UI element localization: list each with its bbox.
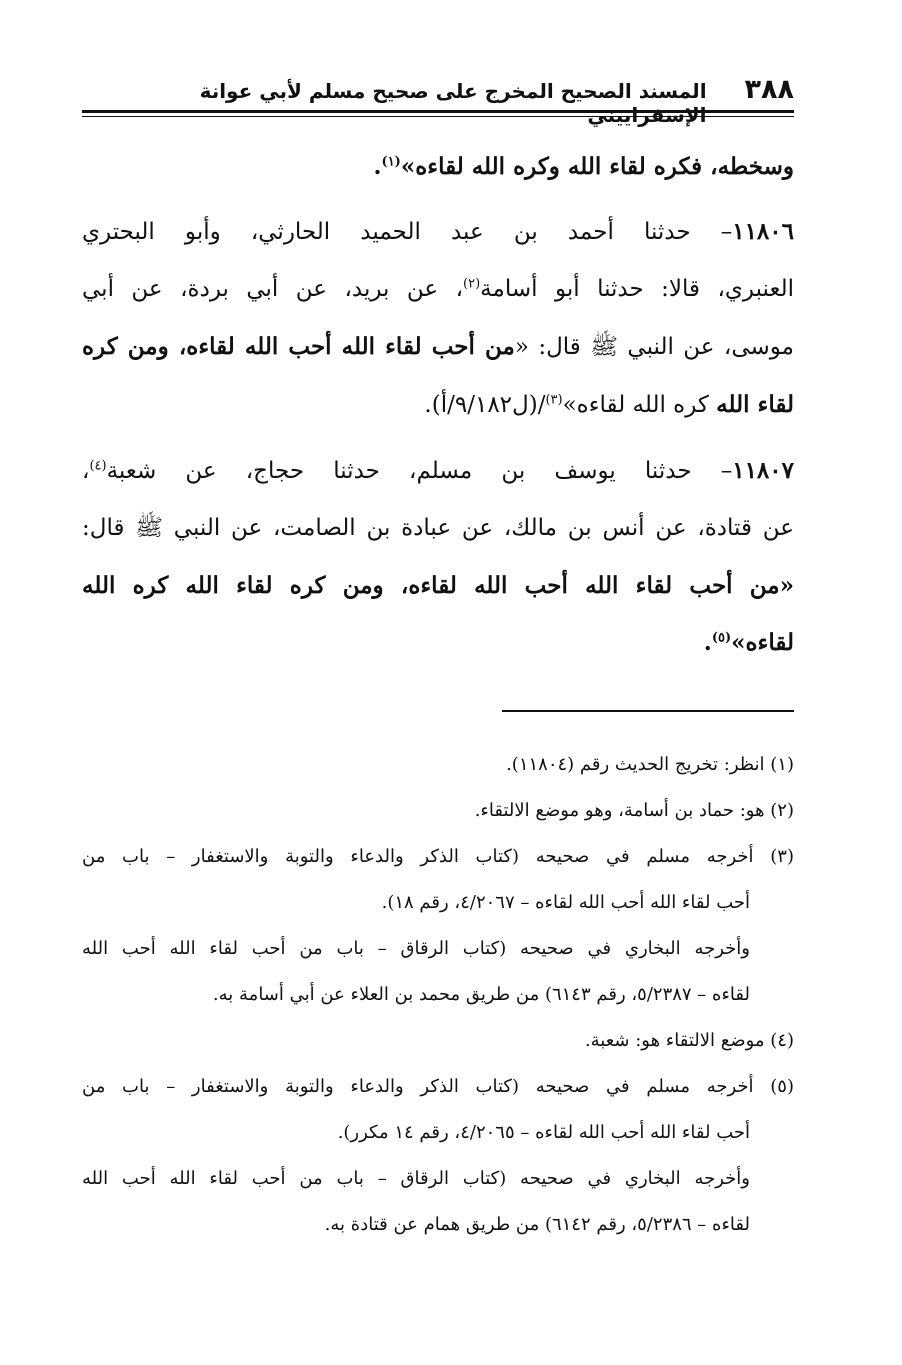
text-line xyxy=(82,203,794,261)
running-title: المسند الصحيح المخرج على صحيح مسلم لأبي عوانة الإسفراييني xyxy=(199,79,707,127)
footnote-ref: (٥) xyxy=(711,630,732,646)
footnote-3-line: أحب لقاء الله أحب الله لقاءه – ٤/٢٠٦٧، رقم ١٨). xyxy=(381,892,750,913)
hadith-11807 xyxy=(82,442,794,671)
text-line: «من أحب لقاء الله أحب الله لقاءه، ومن كره لقاء الله كره الله xyxy=(82,572,794,599)
text-segment: لقاء الله xyxy=(716,391,794,418)
text-segment: كره الله لقاءه» xyxy=(562,392,717,418)
header-rule-thick xyxy=(82,110,794,113)
text-segment: من أحب لقاء الله أحب الله لقاءه، ومن كره xyxy=(82,333,515,360)
text-line: عن قتادة، عن أنس بن مالك، عن عبادة بن الصامت، عن النبي ﷺ قال: xyxy=(82,515,794,541)
page-number: ٣٨٨ xyxy=(744,74,794,105)
footnotes xyxy=(82,742,794,1248)
text-segment: /(ل٩/١٨٢/أ). xyxy=(424,392,546,418)
hadith-11806 xyxy=(82,203,794,434)
footnote-3-line: وأخرجه البخاري في صحيحه (كتاب الرقاق – باب من أحب لقاء الله أحب الله xyxy=(82,938,750,959)
text-line xyxy=(82,614,794,671)
footnote-5-line: وأخرجه البخاري في صحيحه (كتاب الرقاق – باب من أحب لقاء الله أحب الله xyxy=(82,1168,750,1189)
text-segment: لقاءه» xyxy=(731,629,794,656)
footnote-3-line: لقاءه – ٥/٢٣٨٧، رقم ٦١٤٣) من طريق محمد بن العلاء عن أبي أسامة به. xyxy=(212,984,750,1005)
text-segment: . xyxy=(703,629,712,656)
footnote-2: (٢) هو: حماد بن أسامة، وهو موضع الالتقاء. xyxy=(474,800,794,821)
footnote-3-line: (٣) أخرجه مسلم في صحيحه (كتاب الذكر والدعاء والتوبة والاستغفار – باب من xyxy=(82,846,794,867)
footnote-1: (١) انظر: تخريج الحديث رقم (١١٨٠٤). xyxy=(506,754,794,775)
text-line xyxy=(82,261,794,318)
text-line xyxy=(82,318,794,376)
footnote-ref: (١) xyxy=(381,154,401,170)
text-segment: موسى، عن النبي ﷺ قال: « xyxy=(514,334,794,360)
text-line xyxy=(82,376,794,434)
footnote-5-line: لقاءه – ٥/٢٣٨٦، رقم ٦١٤٢) من طريق همام عن قتادة به. xyxy=(324,1214,750,1235)
running-header xyxy=(82,74,794,127)
text-segment: ، xyxy=(82,458,90,484)
footnote-ref: (٤) xyxy=(89,458,107,474)
text-segment: وسخطه، فكره لقاء الله وكره الله لقاءه» xyxy=(400,153,794,180)
hadith-number: ١١٨٠٦ xyxy=(732,218,794,245)
footnote-4: (٤) موضع الالتقاء هو: شعبة. xyxy=(584,1030,794,1051)
text-segment: – حدثنا يوسف بن مسلم، حدثنا حجاج، عن شعبة xyxy=(106,458,733,484)
text-segment: . xyxy=(373,153,382,180)
main-text xyxy=(82,138,794,671)
header-rule-thin xyxy=(82,116,794,117)
footnote-5-line: أحب لقاء الله أحب الله لقاءه – ٤/٢٠٦٥، رقم ١٤ مكرر). xyxy=(337,1122,750,1143)
text-line xyxy=(82,138,794,195)
text-segment: ، عن بريد، عن أبي بردة، عن أبي xyxy=(82,276,464,302)
footnote-ref: (٣) xyxy=(545,392,563,408)
footnote-5-line: (٥) أخرجه مسلم في صحيحه (كتاب الذكر والدعاء والتوبة والاستغفار – باب من xyxy=(82,1076,794,1097)
text-segment: – حدثنا أحمد بن عبد الحميد الحارثي، وأبو البحتري xyxy=(82,219,733,245)
text-segment: العنبري، قالا: حدثنا أبو أسامة xyxy=(480,276,794,302)
text-line xyxy=(82,442,794,500)
hadith-number: ١١٨٠٧ xyxy=(732,457,794,484)
footnote-ref: (٢) xyxy=(463,276,481,292)
footnote-separator xyxy=(502,710,794,712)
